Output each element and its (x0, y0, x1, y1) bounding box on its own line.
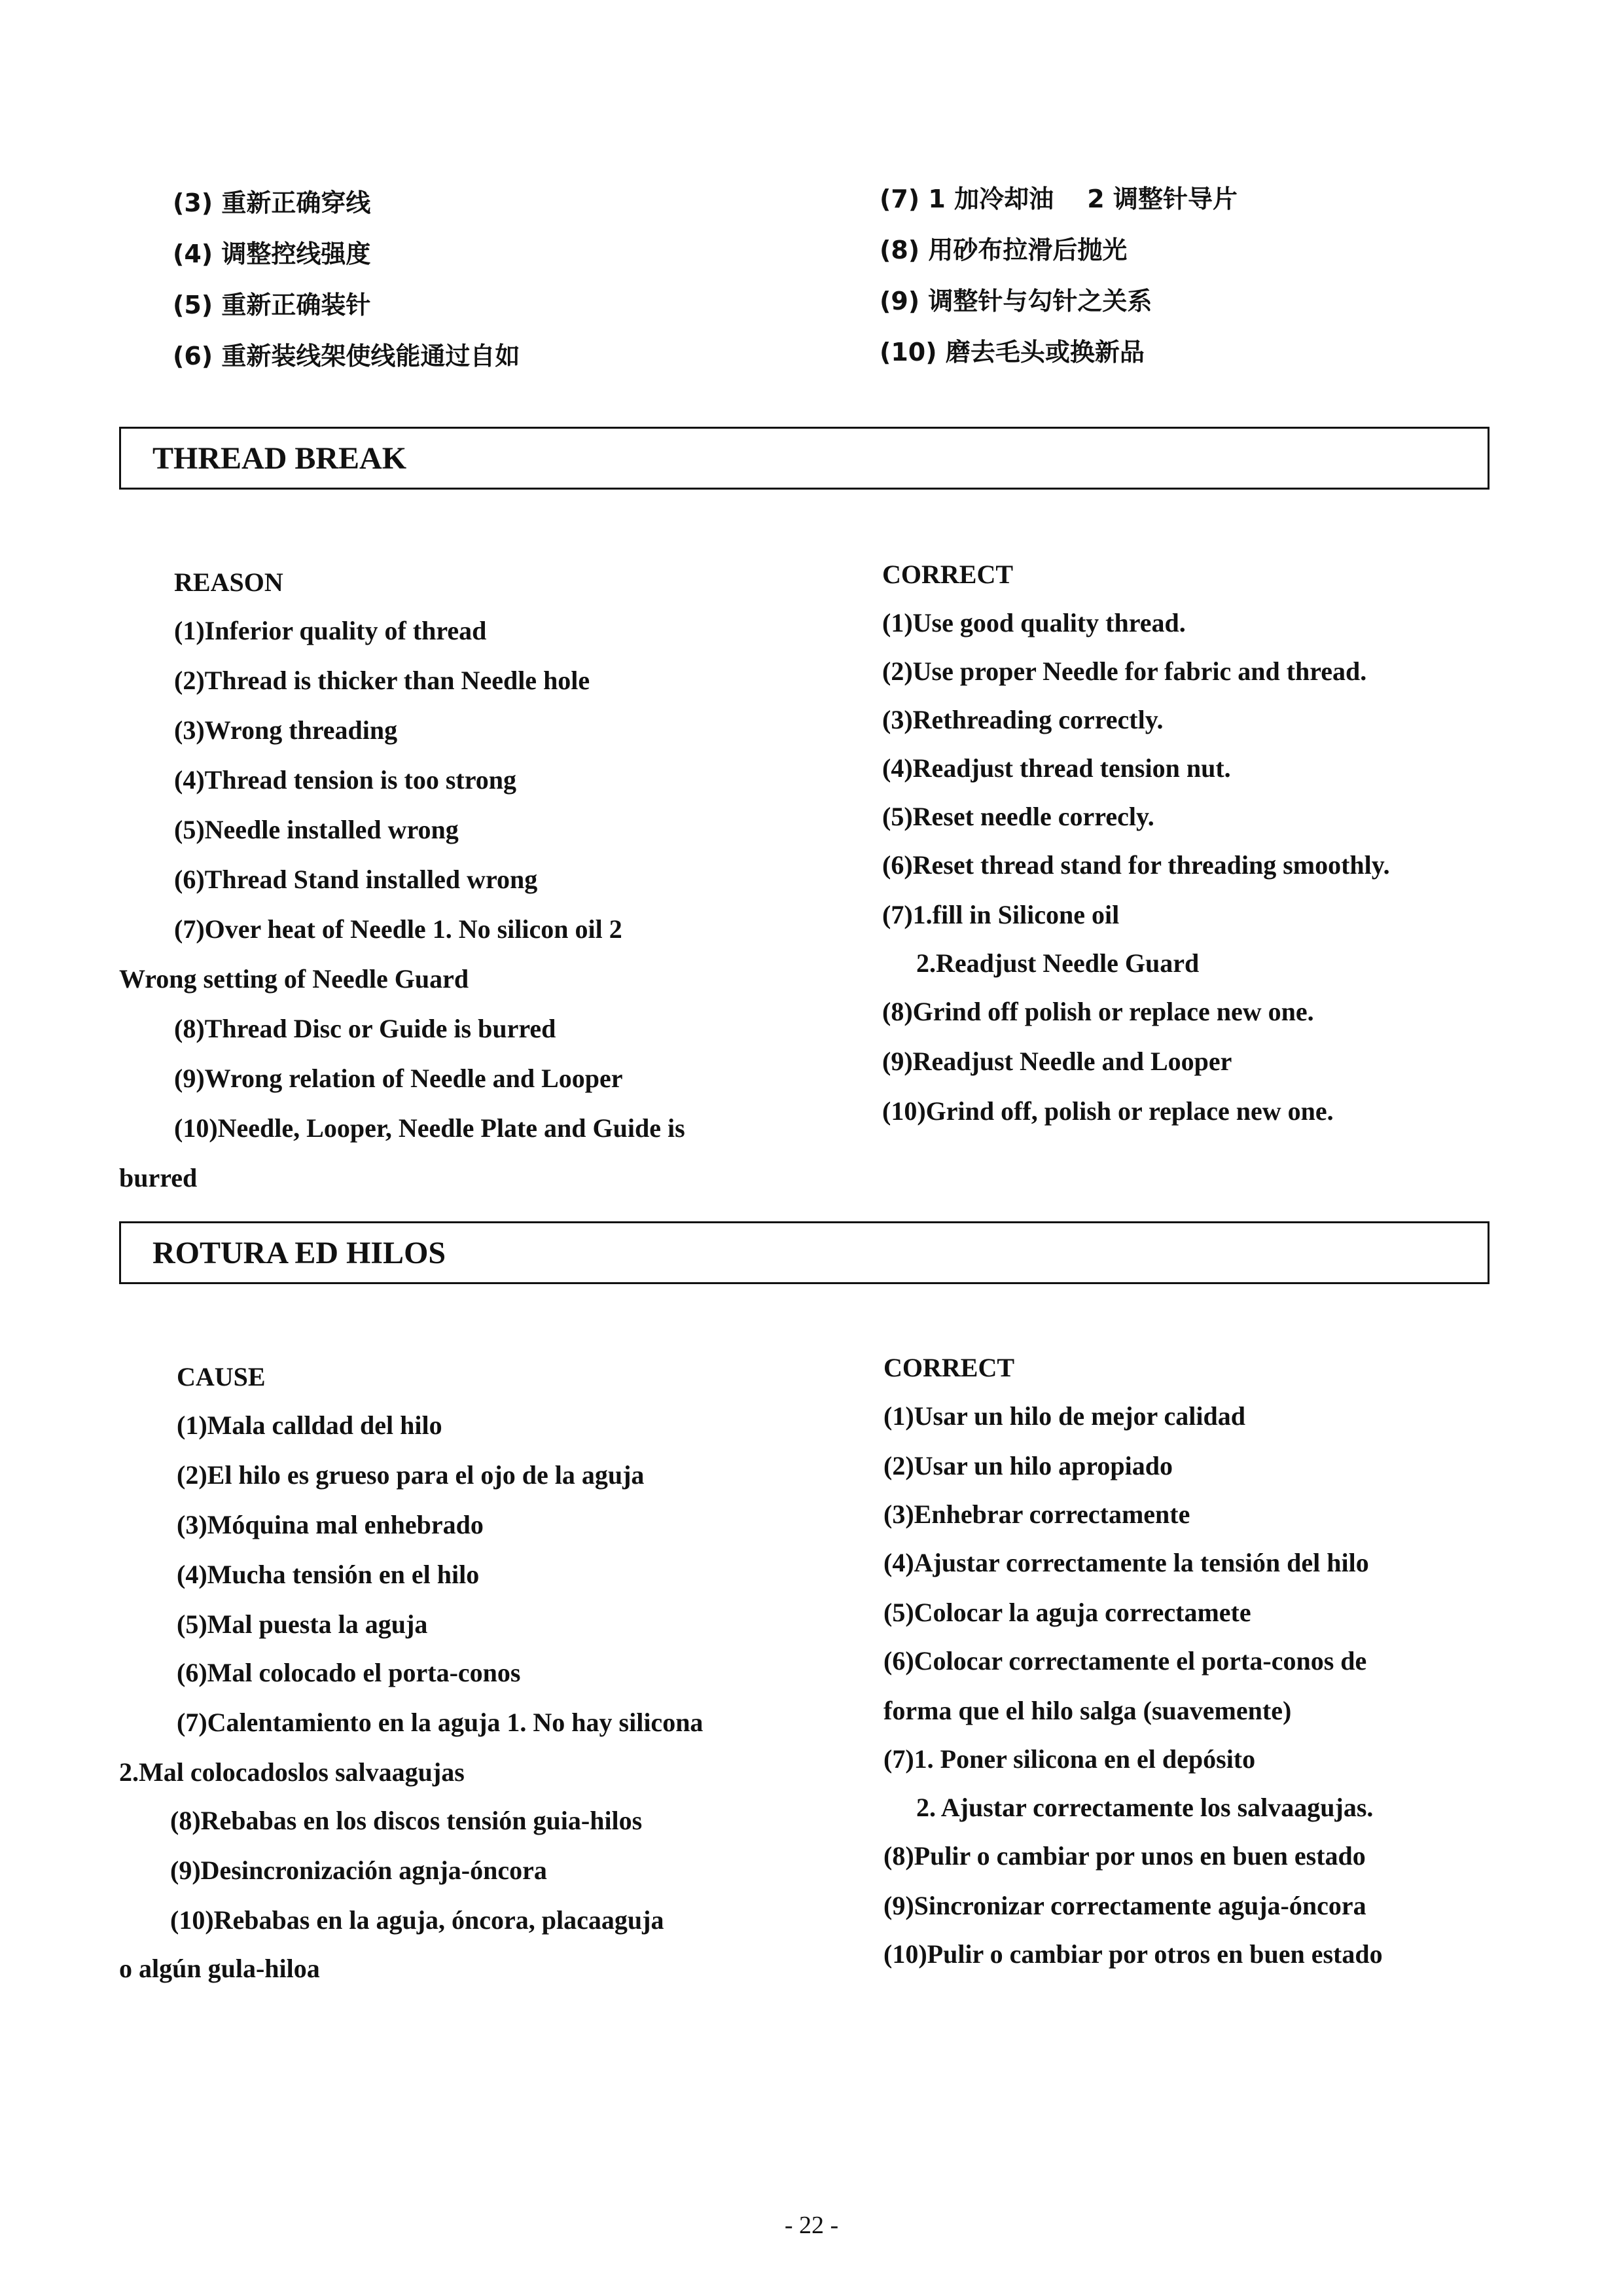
reason-item: (4)Thread tension is too strong (174, 765, 517, 795)
correct-item: (5)Colocar la aguja correctamete (883, 1598, 1251, 1627)
correct-item: (1)Use good quality thread. (882, 608, 1186, 637)
cause-item: (8)Rebabas en los discos tensión guia-hilos (170, 1806, 643, 1835)
section-title: THREAD BREAK (152, 441, 407, 476)
reason-item: (3)Wrong threading (174, 715, 398, 745)
correct-heading: CORRECT (883, 1353, 1015, 1382)
correct-item: (1)Usar un hilo de mejor calidad (883, 1401, 1245, 1431)
correct-item: (6)Reset thread stand for threading smoothly. (882, 850, 1390, 880)
reason-item-continued: Wrong setting of Needle Guard (119, 964, 469, 994)
correct-item: (3)Enhebrar correctamente (883, 1499, 1190, 1529)
correct-item: (9)Readjust Needle and Looper (882, 1047, 1232, 1076)
thread-break-header (119, 427, 1489, 490)
correct-item-continued: 2.Readjust Needle Guard (916, 948, 1200, 978)
correct-heading: CORRECT (882, 560, 1014, 589)
cause-item: (2)El hilo es grueso para el ojo de la aguja (177, 1460, 645, 1490)
reason-item: (8)Thread Disc or Guide is burred (174, 1014, 556, 1043)
reason-item: (10)Needle, Looper, Needle Plate and Guide is (174, 1113, 685, 1143)
correct-item: (10)Pulir o cambiar por otros en buen estado (883, 1939, 1383, 1969)
cause-item: (3)Móquina mal enhebrado (177, 1510, 484, 1539)
correct-item: (2)Use proper Needle for fabric and thread. (882, 656, 1367, 686)
correct-item-continued: 2. Ajustar correctamente los salvaagujas. (916, 1793, 1374, 1822)
correct-item: (8)Grind off polish or replace new one. (882, 997, 1314, 1026)
cause-item: (7)Calentamiento en la aguja 1. No hay silicona (177, 1708, 704, 1737)
correct-item-continued: forma que el hilo salga (suavemente) (883, 1696, 1292, 1725)
correct-item: (3)Rethreading correctly. (882, 705, 1164, 734)
correct-item: (4)Ajustar correctamente la tensión del hilo (883, 1548, 1369, 1577)
fix-item: (7) 1 加冷却油 2 调整针导片 (880, 185, 1238, 213)
correct-item: (5)Reset needle correcly. (882, 802, 1154, 831)
reason-item: (9)Wrong relation of Needle and Looper (174, 1064, 623, 1093)
reason-item: (1)Inferior quality of thread (174, 616, 487, 645)
correct-item: (7)1.fill in Silicone oil (882, 900, 1120, 929)
cause-item: (1)Mala calldad del hilo (177, 1410, 442, 1440)
reason-heading: REASON (174, 567, 283, 597)
section-title: ROTURA ED HILOS (152, 1236, 446, 1270)
fix-item: (3) 重新正确穿线 (173, 188, 371, 217)
cause-item: (4)Mucha tensión en el hilo (177, 1560, 480, 1589)
fix-item: (5) 重新正确装针 (173, 291, 371, 319)
fix-item: (4) 调整控线强度 (173, 240, 371, 268)
correct-item: (9)Sincronizar correctamente aguja-óncora (883, 1891, 1366, 1920)
fix-item: (9) 调整针与勾针之关系 (880, 287, 1152, 315)
correct-item: (7)1. Poner silicona en el depósito (883, 1744, 1256, 1774)
correct-item: (10)Grind off, polish or replace new one. (882, 1096, 1334, 1126)
cause-item-continued: o algún gula-hiloa (119, 1954, 320, 1983)
cause-heading: CAUSE (177, 1362, 266, 1391)
cause-item: (5)Mal puesta la aguja (177, 1609, 428, 1639)
fix-item: (10) 磨去毛头或换新品 (880, 338, 1145, 367)
correct-item: (2)Usar un hilo apropiado (883, 1451, 1173, 1480)
reason-item: (7)Over heat of Needle 1. No silicon oil 2 (174, 914, 622, 944)
correct-item: (4)Readjust thread tension nut. (882, 753, 1231, 783)
reason-item: (2)Thread is thicker than Needle hole (174, 666, 590, 695)
correct-item: (8)Pulir o cambiar por unos en buen estado (883, 1841, 1366, 1871)
correct-item: (6)Colocar correctamente el porta-conos de (883, 1646, 1367, 1676)
reason-item-continued: burred (119, 1163, 198, 1193)
cause-item: (6)Mal colocado el porta-conos (177, 1658, 521, 1687)
fix-item: (8) 用砂布拉滑后抛光 (880, 236, 1128, 264)
reason-item: (5)Needle installed wrong (174, 815, 459, 844)
rotura-header (119, 1221, 1489, 1284)
cause-item: (10)Rebabas en la aguja, óncora, placaaguja (170, 1905, 664, 1935)
reason-item: (6)Thread Stand installed wrong (174, 865, 538, 894)
cause-item: (9)Desincronización agnja-óncora (170, 1856, 547, 1885)
fix-item: (6) 重新装线架使线能通过自如 (173, 342, 520, 370)
page-number: - 22 - (784, 2212, 839, 2239)
cause-item-continued: 2.Mal colocadoslos salvaagujas (119, 1757, 465, 1787)
